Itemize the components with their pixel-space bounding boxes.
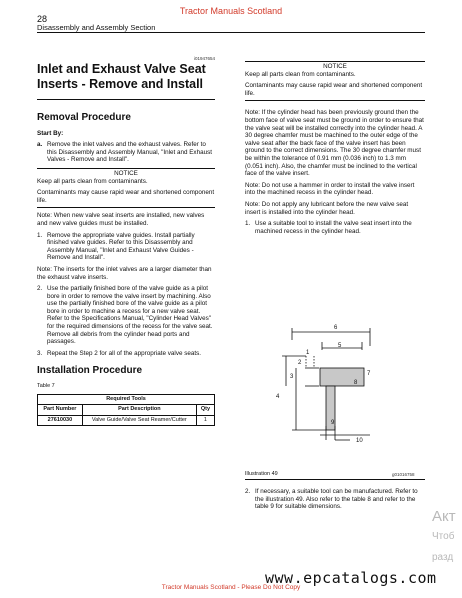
- step-a: [37, 141, 215, 164]
- table-cell: 27610030: [38, 415, 83, 426]
- column-header: Qty: [196, 405, 214, 416]
- doc-id: i01947654: [194, 56, 216, 61]
- start-by: Start By:: [37, 129, 64, 137]
- removal-step-2-text: Use the partially finished bore of the valve guide as a pilot bore in order to remove the valve insert by machining. Also use the partially finished bore of the valve guide as a pilot bore in order to machine a recess for a new valve seat. Refer to the Specifications Manual, "Cylinder Head Valves" for the required dimensions of the recess for the valve seat. Remove all debris from the cylinder head ports and passages.: [47, 285, 213, 346]
- install-step-1: [245, 220, 425, 235]
- watermark-bottom: Tractor Manuals Scotland - Please Do Not Copy: [161, 584, 301, 591]
- removal-step-3: [37, 350, 215, 358]
- notice-text-2: Contaminants may cause rapid wear and shortened component life.: [245, 82, 425, 101]
- right-column: [245, 61, 425, 235]
- install-step-2: [245, 488, 425, 511]
- removal-step-1: [37, 232, 215, 262]
- illustration-label: Illustration 49: [245, 471, 278, 477]
- step-number: 2.: [37, 285, 43, 293]
- step-a-text: Remove the inlet valves and the exhaust valves. Refer to this Disassembly and Assembly Manual, "Inlet and Exhaust Valves - Remove and Install".: [47, 141, 212, 164]
- note-no-hammer: Note: Do not use a hammer in order to install the valve insert into the machined recess in the cylinder head.: [245, 181, 415, 197]
- illustration-rule: [245, 479, 425, 480]
- page-title: Inlet and Exhaust Valve Seat Inserts - Remove and Install: [37, 62, 206, 91]
- notice-heading: NOTICE: [37, 168, 215, 178]
- site-watermark: www.epcatalogs.com: [265, 569, 437, 587]
- notice-text-1: Keep all parts clean from contaminants.: [245, 70, 356, 78]
- dimension-label-5: 5: [338, 343, 342, 349]
- dimension-label-3: 3: [290, 374, 294, 380]
- dimension-label-10: 10: [356, 438, 363, 444]
- section-title: Disassembly and Assembly Section: [37, 23, 156, 32]
- removal-step-2: [37, 285, 215, 346]
- table-caption: Table 7: [37, 383, 55, 390]
- removal-heading: Removal Procedure: [37, 112, 131, 123]
- dimension-label-1: 1: [306, 350, 310, 356]
- step-a-marker: a.: [37, 141, 43, 149]
- note-no-lubricant: Note: Do not apply any lubricant before the new valve seat insert is installed into the cylinder head.: [245, 200, 409, 216]
- ghost-text-2: Чтоб: [432, 531, 455, 542]
- installation-heading: Installation Procedure: [37, 365, 143, 377]
- notice-text-2: Contaminants may cause rapid wear and shortened component life.: [37, 189, 215, 208]
- ghost-text-3: разд: [432, 552, 454, 563]
- step-number: 3.: [37, 349, 43, 357]
- table-row: [38, 415, 215, 426]
- table-title: Required Tools: [38, 394, 215, 405]
- note-new-valves: Note: When new valve seat inserts are installed, new valves and new valve guides must be installed.: [37, 212, 205, 227]
- dimension-label-7: 7: [367, 371, 371, 377]
- illustration-id: g01016758: [392, 472, 415, 477]
- tool-diagram: [270, 320, 385, 450]
- notice-heading: NOTICE: [245, 61, 425, 71]
- removal-step-3-text: Repeat the Step 2 for all of the appropriate valve seats.: [47, 349, 202, 357]
- dimension-label-2: 2: [298, 360, 302, 366]
- dimension-label-8: 8: [354, 380, 358, 386]
- watermark-top: Tractor Manuals Scotland: [179, 6, 283, 16]
- notice-text-1: Keep all parts clean from contaminants.: [37, 177, 148, 185]
- note-insert-diameter: Note: The inserts for the inlet valves are a larger diameter than the exhaust valve inserts.: [37, 265, 212, 281]
- note-ground-head: Note: If the cylinder head has been previously ground then the bottom face of valve seat must be ground in order to ensure that the valve seat will be installed correctly into the cylinder head. A 30 degree chamfer must be machined to the outer edge of the valve seat after the back face of the valve insert has been ground to the correct dimensions. The 30 degree chamfer must be within the tolerance of 0.91 mm (0.036 inch) to 1.3 mm (0.051 inch). Also, the chamfer must be inclined to the vertical face of the valve insert.: [245, 109, 424, 178]
- column-header: Part Number: [38, 405, 83, 416]
- dimension-label-6: 6: [334, 325, 338, 331]
- table-cell: 1: [196, 415, 214, 426]
- column-header: Part Description: [82, 405, 196, 416]
- header-rule: [37, 32, 425, 33]
- step-number: 2.: [245, 488, 251, 495]
- install-step-1-text: Use a suitable tool to install the valve seat insert into the machined recess in the cylinder head.: [255, 220, 412, 235]
- step-number: 1.: [37, 231, 43, 239]
- dimension-label-9: 9: [331, 420, 335, 426]
- step-number: 1.: [245, 220, 251, 228]
- table-cell: Valve Guide/Valve Seat Reamer/Cutter: [82, 415, 196, 426]
- dimension-label-4: 4: [276, 394, 280, 400]
- required-tools-table: [37, 394, 215, 427]
- install-step-2-text: If necessary, a suitable tool can be manufactured. Refer to the illustration 49. Also refer to the table 8 and refer to the table 9 for suitable dimensions.: [255, 488, 418, 511]
- left-column: [37, 62, 215, 426]
- page-number: 28: [37, 14, 48, 24]
- ghost-text-1: Акт: [432, 508, 456, 525]
- removal-step-1-text: Remove the appropriate valve guides. Install partially finished valve guides. Refer to this Disassembly and Assembly Manual, "Inlet and Exhaust Valve Guides - Remove and Install".: [47, 231, 195, 262]
